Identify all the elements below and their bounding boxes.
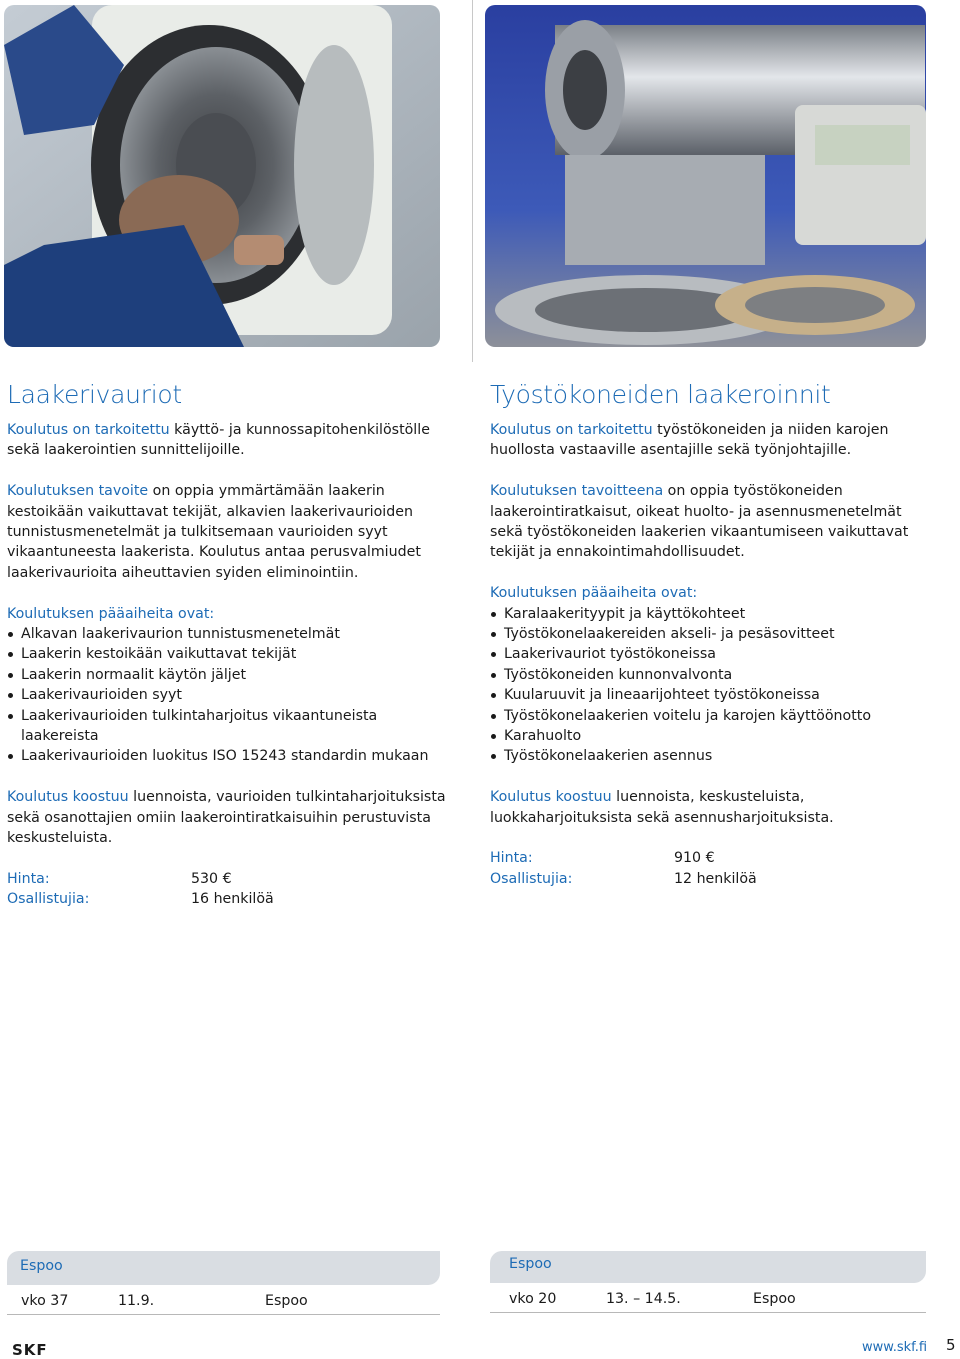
course-goal bbox=[490, 481, 935, 563]
topics-heading: Koulutuksen pääaiheita ovat: bbox=[7, 605, 215, 622]
list-item: Kuularuuvit ja lineaarijohteet työstökoneissa bbox=[490, 685, 935, 705]
list-item: Karalaakerityypit ja käyttökohteet bbox=[490, 604, 935, 624]
price-row bbox=[7, 869, 452, 889]
participants-label: Osallistujia: bbox=[490, 870, 573, 887]
price-row bbox=[490, 848, 935, 868]
svg-text:SKF: SKF bbox=[12, 1341, 48, 1357]
schedule-week: vko 20 bbox=[509, 1291, 557, 1307]
course-format bbox=[7, 787, 452, 848]
topics-heading: Koulutuksen pääaiheita ovat: bbox=[490, 585, 698, 602]
schedule-city: Espoo bbox=[265, 1293, 308, 1309]
list-item: Karahuolto bbox=[490, 726, 935, 746]
goal-text: on oppia ymmärtämään laakerin kestoikään vaikuttavat tekijät, alkavien laakerivaurioiden tunnistusmenetelmät ja tulkitsemaan vaurioiden syyt vikaantuneesta laakerista. Koulutus antaa perusvalmiudet laakerivaurioita aiheuttavien syiden eliminointiin. bbox=[7, 483, 421, 581]
schedule-location: Espoo bbox=[490, 1251, 926, 1283]
course-audience bbox=[490, 420, 935, 461]
list-item: Työstökonelaakerien asennus bbox=[490, 746, 935, 766]
list-item: Laakerivaurioiden tulkintaharjoitus vikaantuneista laakereista bbox=[7, 706, 452, 747]
schedule-week: vko 37 bbox=[21, 1293, 69, 1309]
list-item: Laakerivaurioiden syyt bbox=[7, 685, 452, 705]
topics-list bbox=[490, 604, 935, 767]
audience-text: työstökoneiden ja niiden karojen huollosta vastaaville asentajille sekä työnjohtajille. bbox=[490, 422, 889, 459]
list-item: Työstökoneiden kunnonvalvonta bbox=[490, 665, 935, 685]
format-lead: Koulutus koostuu bbox=[490, 789, 612, 806]
format-text: luennoista, vaurioiden tulkintaharjoituksista sekä osanottajien omiin laakerointiratkaisuihin perustuvista keskusteluista. bbox=[7, 789, 446, 847]
photo-machine-spindle bbox=[485, 5, 926, 347]
participants-value: 12 henkilöä bbox=[674, 870, 757, 887]
price-label: Hinta: bbox=[490, 850, 533, 867]
course-bearing-damage bbox=[7, 380, 452, 910]
participants-row bbox=[490, 869, 935, 889]
schedule-box-right bbox=[490, 1251, 926, 1313]
list-item: Työstökonelaakerien voitelu ja karojen käyttöönotto bbox=[490, 706, 935, 726]
course-goal bbox=[7, 481, 452, 583]
schedule-location: Espoo bbox=[7, 1251, 440, 1285]
schedule-date: 13. – 14.5. bbox=[606, 1291, 681, 1307]
participants-label: Osallistujia: bbox=[7, 891, 90, 908]
skf-logo bbox=[12, 1341, 70, 1357]
course-title: Työstökoneiden laakeroinnit bbox=[490, 380, 831, 409]
page-number: 5 bbox=[946, 1336, 956, 1354]
format-text: luennoista, keskusteluista, luokkaharjoituksista sekä asennusharjoituksista. bbox=[490, 789, 834, 826]
schedule-city: Espoo bbox=[753, 1291, 796, 1307]
audience-text: käyttö- ja kunnossapitohenkilöstölle sekä laakerointien sunnittelijoille. bbox=[7, 422, 430, 459]
course-machine-tool-bearings bbox=[490, 380, 935, 889]
photo-bearing-installation bbox=[4, 5, 440, 347]
goal-lead: Koulutuksen tavoitteena bbox=[490, 483, 664, 500]
list-item: Laakerivauriot työstökoneissa bbox=[490, 644, 935, 664]
website-link[interactable]: www.skf.fi bbox=[862, 1340, 928, 1355]
price-value: 910 € bbox=[674, 850, 715, 867]
course-audience bbox=[7, 420, 452, 461]
list-item: Alkavan laakerivaurion tunnistusmenetelmät bbox=[7, 624, 452, 644]
price-label: Hinta: bbox=[7, 870, 50, 887]
course-format bbox=[490, 787, 935, 828]
topics-list bbox=[7, 624, 452, 767]
goal-text: on oppia työstökoneiden laakerointiratkaisut, oikeat huolto- ja asennusmenetelmät sekä työstökoneiden laakerien vikaantumiseen vaikuttavat tekijät ja ennakointimahdollisuudet. bbox=[490, 483, 909, 561]
goal-lead: Koulutuksen tavoite bbox=[7, 483, 149, 500]
participants-value: 16 henkilöä bbox=[191, 891, 274, 908]
schedule-box-left bbox=[7, 1251, 440, 1315]
list-item: Laakerivaurioiden luokitus ISO 15243 standardin mukaan bbox=[7, 746, 452, 766]
audience-lead: Koulutus on tarkoitettu bbox=[7, 422, 170, 438]
schedule-row bbox=[7, 1285, 440, 1315]
course-title: Laakerivauriot bbox=[7, 380, 182, 409]
audience-lead: Koulutus on tarkoitettu bbox=[490, 422, 653, 438]
list-item: Työstökonelaakereiden akseli- ja pesäsovitteet bbox=[490, 624, 935, 644]
schedule-row bbox=[490, 1283, 926, 1313]
list-item: Laakerin normaalit käytön jäljet bbox=[7, 665, 452, 685]
participants-row bbox=[7, 889, 452, 909]
column-divider bbox=[472, 0, 473, 362]
list-item: Laakerin kestoikään vaikuttavat tekijät bbox=[7, 644, 452, 664]
format-lead: Koulutus koostuu bbox=[7, 789, 129, 806]
price-value: 530 € bbox=[191, 870, 232, 887]
schedule-date: 11.9. bbox=[118, 1293, 155, 1309]
